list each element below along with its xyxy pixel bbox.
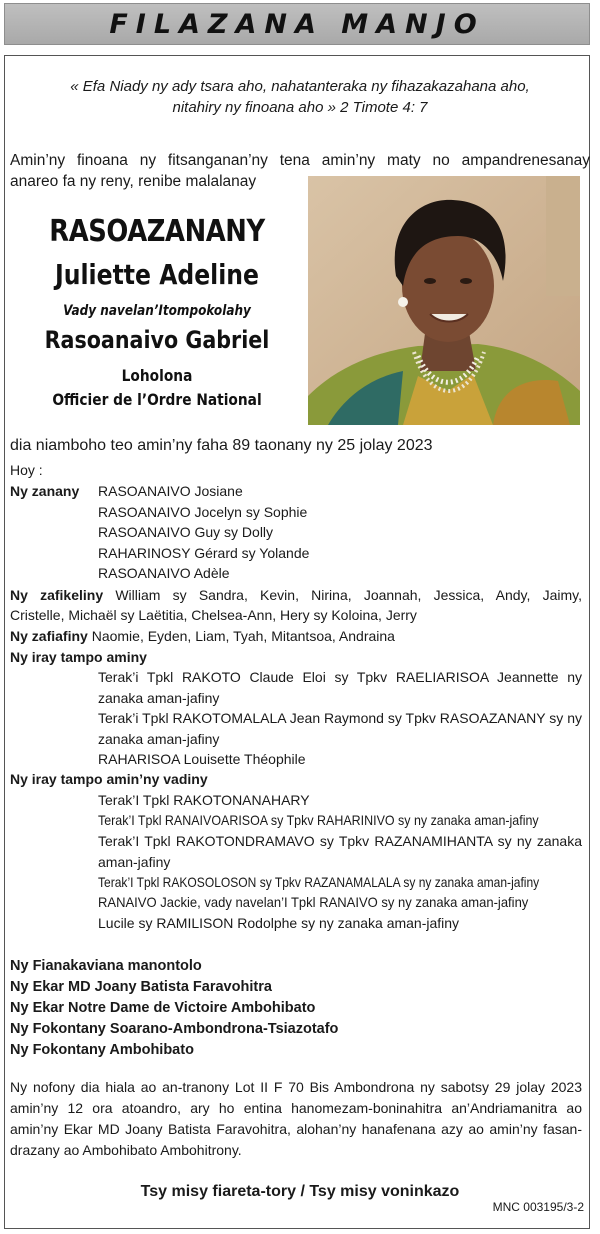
- org-item: Ny Fianakaviana manontolo: [10, 958, 202, 974]
- list-item: Terak’I Tpkl RANAIVOARISOA sy Tpkv RAHARINIVO sy ny zanaka aman-jafiny: [98, 812, 539, 828]
- great-grandchildren-names: Naomie, Eyden, Liam, Tyah, Mitantsoa, Andraina: [91, 628, 395, 644]
- hoy-label: Hoy :: [10, 462, 43, 478]
- org-item: Ny Fokontany Ambohibato: [10, 1042, 194, 1058]
- page-title: FILAZANA MANJO: [109, 9, 485, 40]
- death-announcement: dia niamboho teo amin’ny faha 89 taonany ny 25 jolay 2023: [10, 437, 433, 454]
- list-item: RAHARINOSY Gérard sy Yolande: [98, 544, 310, 561]
- list-item: Terak’I Tpkl RAKOTONDRAMAVO sy Tpkv RAZANAMIHANTA sy ny zanaka aman-jafiny: [98, 833, 582, 870]
- list-item: Lucile sy RAMILISON Rodolphe sy ny zanaka aman-jafiny: [98, 915, 460, 931]
- deceased-surname: RASOAZANANY: [49, 214, 265, 249]
- portrait-photo: [308, 176, 580, 425]
- great-grandchildren-label: Ny zafiafiny: [10, 628, 88, 644]
- reference-code: MNC 003195/3-2: [492, 1200, 584, 1214]
- honor-title-1: Loholona: [121, 366, 193, 385]
- funeral-details: Ny nofony dia hiala ao an-tranony Lot II F 70 Bis Ambondrona ny sabotsy 29 jolay 2023 amin’ny 12 ora atoandro, ary ho entina hanomezam-boninahitra an’Andriamanitra ao amin’ny Ekar MD Joany Batista Faravohitra, alohan’ny hanafenana azy ao amin’ny fasan-drazany ao Ambohibato Ambohitrony.: [10, 1079, 582, 1158]
- grandchildren-line-2: Cristelle, Michaël sy Laëtitia, Chelsea-Ann, Hery sy Koloina, Jerry: [10, 607, 417, 623]
- no-flowers-notice: Tsy misy fiareta-tory / Tsy misy voninkazo: [140, 1183, 460, 1200]
- grandchildren-line-1: William sy Sandra, Kevin, Nirina, Joannah, Jessica, Andy, Jaimy,: [115, 587, 582, 603]
- honor-title-2: Officier de l’Ordre National: [52, 390, 262, 409]
- list-item: RANAIVO Jackie, vady navelan’I Tpkl RANAIVO sy ny zanaka aman-jafiny: [98, 894, 529, 910]
- spouse-title: Vady navelan’Itompokolahy: [63, 303, 251, 319]
- org-item: Ny Ekar Notre Dame de Victoire Ambohibato: [10, 1000, 316, 1016]
- list-item: RASOANAIVO Guy sy Dolly: [98, 524, 274, 540]
- list-item: Terak’I Tpkl RAKOTONANAHARY: [98, 792, 310, 808]
- quote-line-1: « Efa Niady ny ady tsara aho, nahatanteraka ny fihazakazahana aho,: [70, 78, 530, 95]
- spouse-name: Rasoanaivo Gabriel: [44, 326, 270, 354]
- bible-quote: [30, 76, 570, 118]
- list-item: RAHARISOA Louisette Théophile: [98, 751, 306, 767]
- list-item: RASOANAIVO Josiane: [98, 483, 243, 499]
- org-item: Ny Ekar MD Joany Batista Faravohitra: [10, 979, 272, 995]
- list-item: Terak’i Tpkl RAKOTO Claude Eloi sy Tpkv RAELIARISOA Jeannette ny zanaka aman-jafiny: [98, 669, 582, 706]
- siblings-label: Ny iray tampo aminy: [10, 649, 147, 665]
- list-item: Terak’I Tpkl RAKOSOLOSON sy Tpkv RAZANAMALALA sy ny zanaka aman-jafiny: [98, 874, 540, 890]
- org-item: Ny Fokontany Soarano-Ambondrona-Tsiazotafo: [10, 1021, 339, 1037]
- header-band: [4, 3, 590, 45]
- spouse-siblings-label: Ny iray tampo amin’ny vadiny: [10, 771, 208, 787]
- children-list: [98, 481, 582, 584]
- list-item: Terak’i Tpkl RAKOTOMALALA Jean Raymond sy Tpkv RASOAZANANY sy ny zanaka aman-jafiny: [98, 710, 582, 747]
- quote-line-2: nitahiry ny finoana aho » 2 Timote 4: 7: [172, 99, 428, 116]
- list-item: RASOANAIVO Adèle: [98, 565, 230, 581]
- great-grandchildren-section: [10, 626, 582, 647]
- grandchildren-label: Ny zafikeliny: [10, 587, 104, 603]
- intro-line-2: anareo fa ny reny, renibe malalanay: [10, 173, 257, 190]
- deceased-given-names: Juliette Adeline: [54, 258, 260, 291]
- intro-line-1: Amin’ny finoana ny fitsanganan’ny tena amin’ny maty no ampandrenesanay: [10, 152, 590, 169]
- children-label: Ny zanany: [10, 483, 80, 499]
- grandchildren-section: [10, 585, 582, 606]
- list-item: RASOANAIVO Jocelyn sy Sophie: [98, 503, 308, 520]
